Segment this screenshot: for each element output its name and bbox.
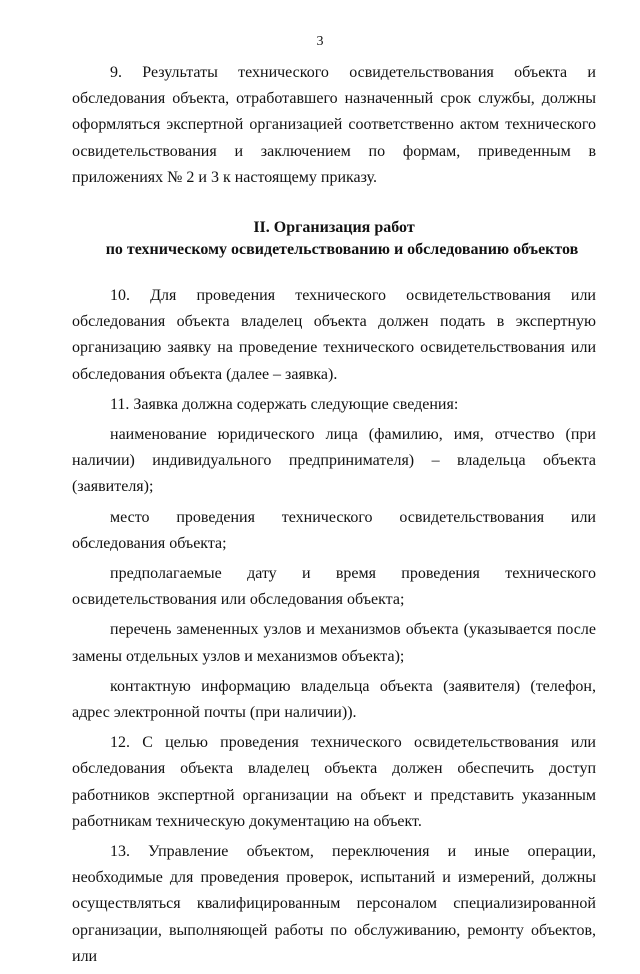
section-heading xyxy=(72,217,596,261)
paragraph-10: 10. Для проведения технического освидетельствования или обследования объекта владелец объекта должен подать в экспертную организацию заявку на проведение технического освидетельствования или обследования объекта (далее – заявка). xyxy=(72,287,596,383)
paragraph-12: 12. С целью проведения технического освидетельствования или обследования объекта владелец объекта должен обеспечить доступ работников экспертной организации на объект и представить указанным работникам техническую документацию на объект. xyxy=(72,734,596,830)
list-item-replaced-parts: перечень замененных узлов и механизмов объекта (указывается после замены отдельных узлов и механизмов объекта); xyxy=(72,621,596,665)
section-heading-line2: по техническому освидетельствованию и обследованию объектов xyxy=(105,241,579,259)
paragraph-13: 13. Управление объектом, переключения и иные операции, необходимые для проведения проверок, испытаний и измерений, должны осуществляться квалифицированным персоналом специализированной организации, выполняющей работы по обслуживанию, ремонту объектов, или xyxy=(72,843,596,965)
list-item-contact-info: контактную информацию владельца объекта (заявителя) (телефон, адрес электронной почты (при наличии)). xyxy=(72,677,596,722)
paragraph-11: 11. Заявка должна содержать следующие сведения: xyxy=(110,395,459,413)
paragraph-9: 9. Результаты технического освидетельствования объекта и обследования объекта, отработавшего назначенный срок службы, должны оформляться экспертной организацией соответственно актом технического освидетельствования и заключением по формам, приведенным в приложениях № 2 и 3 к настоящему приказу. xyxy=(72,64,596,186)
page-number: 3 xyxy=(316,34,324,49)
document-body xyxy=(72,60,596,974)
list-item-location: место проведения технического освидетельствования или обследования объекта; xyxy=(72,508,596,552)
list-item-date-time: предполагаемые дату и время проведения технического освидетельствования или обследования объекта; xyxy=(72,565,596,609)
list-item-legal-entity: наименование юридического лица (фамилию, имя, отчество (при наличии) индивидуального предпринимателя) – владельца объекта (заявителя); xyxy=(72,426,596,496)
section-heading-line1: II. Организация работ xyxy=(253,219,415,237)
